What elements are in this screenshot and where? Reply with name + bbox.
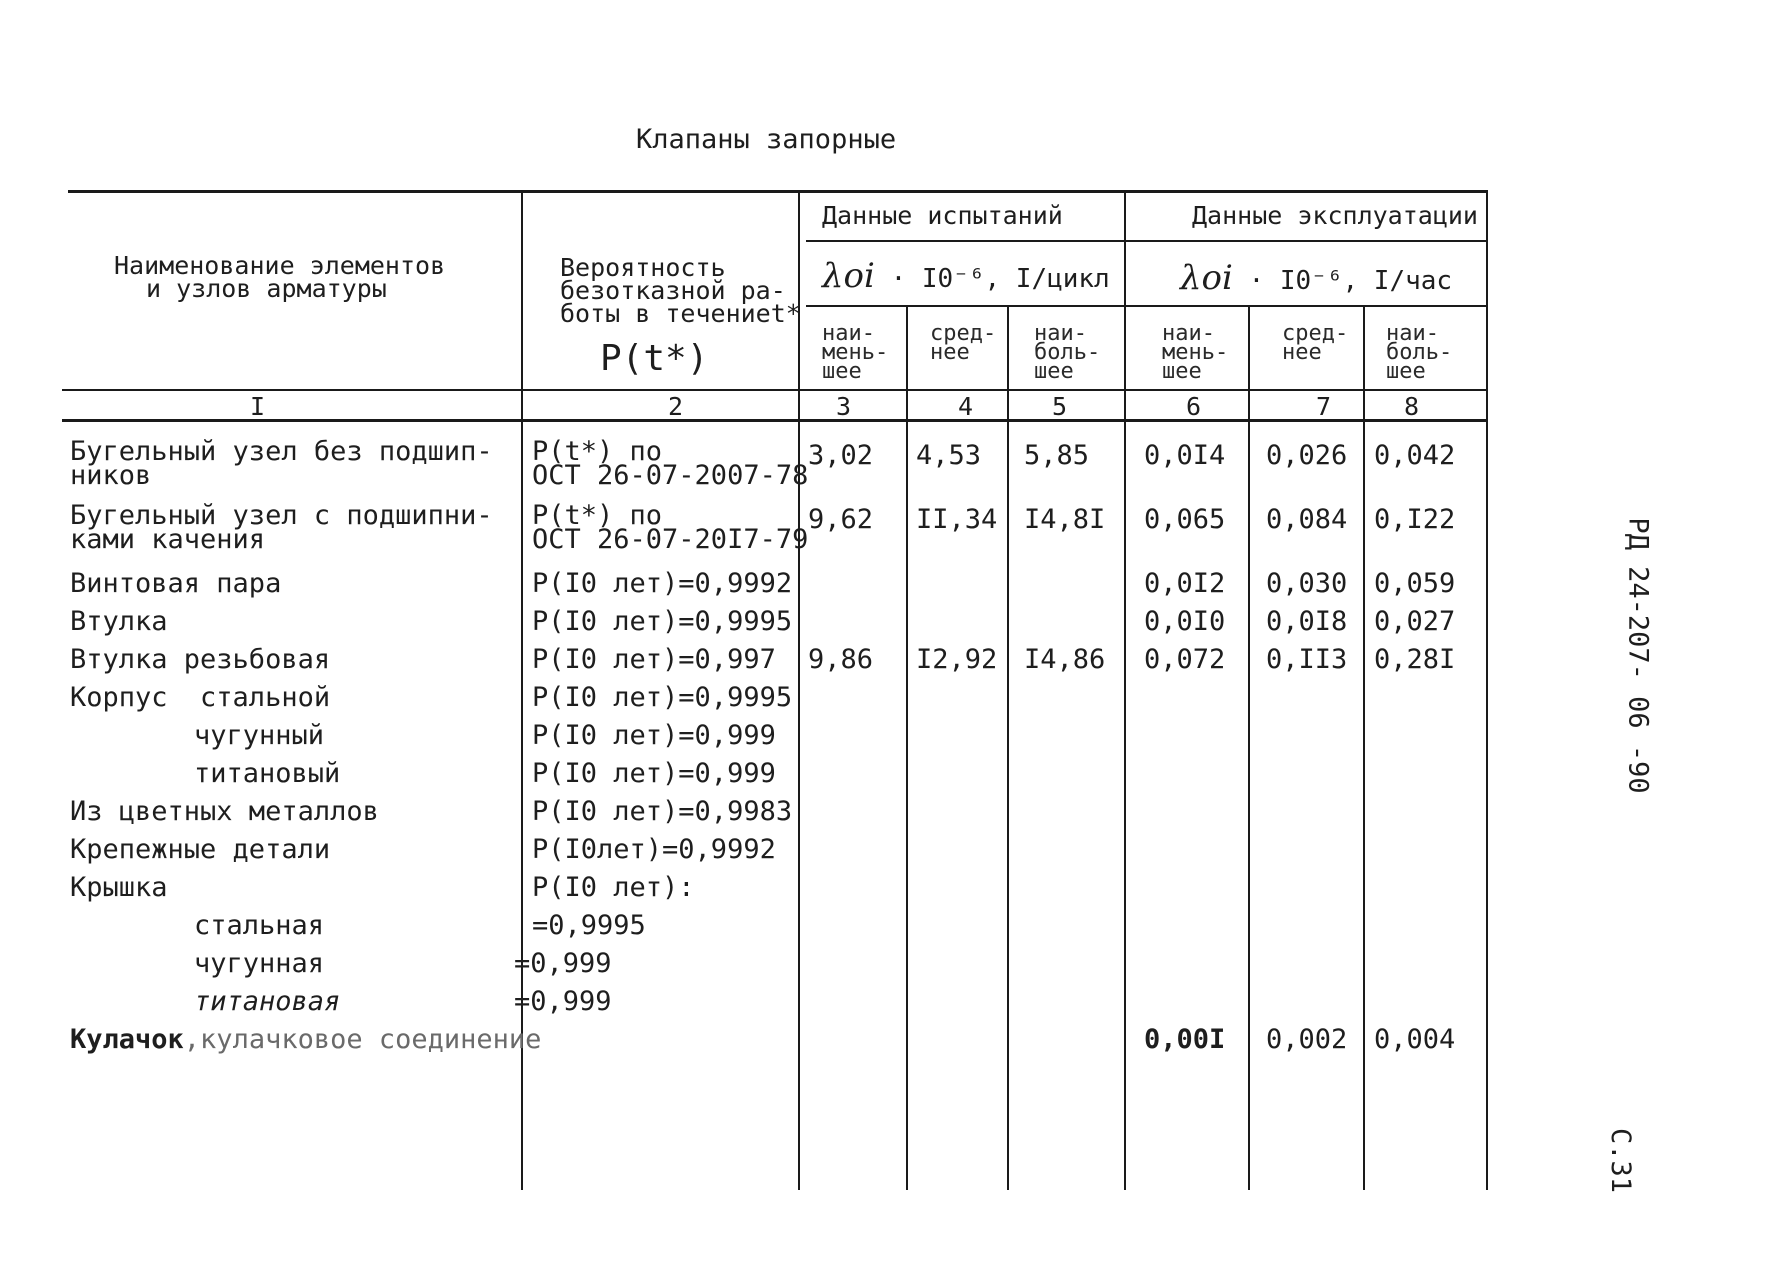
operation-max-value: 0,059 — [1374, 568, 1456, 599]
table-row-probability: =0,9995 — [532, 910, 646, 941]
operation-avg-value: 0,030 — [1266, 568, 1348, 599]
table-row-probability: =0,999 — [514, 948, 612, 979]
table-row-name: Втулка резьбовая — [70, 644, 331, 675]
column-number: 3 — [836, 392, 852, 421]
table-row-name — [70, 500, 493, 555]
header-element-name-line: и узлов арматуры — [146, 274, 387, 303]
table-row-name: Винтовая пара — [70, 568, 282, 599]
header-operation-rate — [1180, 258, 1452, 298]
subheader-test-min — [822, 321, 889, 384]
subheader-line: наи- — [1162, 321, 1215, 346]
header-probability — [560, 253, 801, 328]
subheader-line: сред- — [1282, 321, 1349, 346]
test-max-value: 5,85 — [1024, 440, 1090, 471]
column-divider-3 — [906, 305, 908, 1190]
subheader-line: сред- — [930, 321, 997, 346]
test-min-value: 9,62 — [808, 504, 874, 535]
header-probability-line: боты в течениеt* — [560, 299, 801, 328]
row-probability-line: ОСТ 26-07-2007-78 — [532, 460, 809, 491]
test-avg-value: 4,53 — [916, 440, 982, 471]
table-row-name: Из цветных металлов — [70, 796, 379, 827]
row-probability-line: P(t*) по — [532, 500, 663, 531]
test-rate-unit: · I0⁻⁶, I/цикл — [890, 264, 1110, 294]
column-number: 4 — [958, 392, 974, 421]
subheader-line: мень- — [1162, 340, 1229, 365]
subheader-test-max — [1034, 321, 1101, 384]
table-row-name: титановая — [194, 986, 341, 1017]
column-number: I — [250, 392, 266, 421]
table-row-probability: P(I0лет)=0,9992 — [532, 834, 776, 865]
header-element-name — [114, 251, 446, 303]
subheader-line: наи- — [1386, 321, 1439, 346]
test-avg-value: I2,92 — [916, 644, 998, 675]
column-divider-2 — [798, 190, 800, 1190]
column-number: 7 — [1316, 392, 1332, 421]
table-row-name: титановый — [194, 758, 341, 789]
operation-max-value: 0,28I — [1374, 644, 1456, 675]
operation-min-value: 0,00I — [1144, 1024, 1226, 1055]
lambda-symbol: λoi — [822, 256, 875, 296]
subheader-line: нее — [930, 340, 970, 365]
subheader-line: шее — [1386, 359, 1426, 384]
operation-min-value: 0,0I2 — [1144, 568, 1226, 599]
table-row-probability: P(I0 лет)=0,997 — [532, 644, 776, 675]
operation-avg-value: 0,084 — [1266, 504, 1348, 535]
operation-avg-value: 0,0I8 — [1266, 606, 1348, 637]
header-element-name-line: Наименование элементов — [114, 251, 446, 280]
subheader-operation-avg — [1282, 321, 1349, 365]
test-min-value: 3,02 — [808, 440, 874, 471]
row-name-part: ,кулачковое соединение — [183, 1024, 542, 1055]
subheader-line: мень- — [822, 340, 889, 365]
subheader-line: наи- — [822, 321, 875, 346]
table-row-name — [70, 1024, 541, 1055]
table-row-name: Крышка — [70, 872, 168, 903]
operation-max-value: 0,027 — [1374, 606, 1456, 637]
table-row-probability: P(I0 лет)=0,9983 — [532, 796, 793, 827]
table-row-name: стальная — [194, 910, 325, 941]
column-number: 2 — [668, 392, 684, 421]
table-row-probability: P(I0 лет)=0,999 — [532, 758, 776, 789]
operation-avg-value: 0,026 — [1266, 440, 1348, 471]
test-min-value: 9,86 — [808, 644, 874, 675]
page-title: Клапаны запорные — [636, 124, 897, 155]
column-number: 5 — [1052, 392, 1068, 421]
operation-min-value: 0,0I4 — [1144, 440, 1226, 471]
row-name-line: ками качения — [70, 524, 266, 555]
table-row-probability: P(I0 лет): — [532, 872, 695, 903]
row-name-line: ников — [70, 460, 152, 491]
header-probability-line: Вероятность — [560, 253, 726, 282]
table-row-name: Крепежные детали — [70, 834, 331, 865]
table-row-name — [70, 436, 493, 491]
table-row-name: чугунный — [194, 720, 325, 751]
row-name-part: Кулачок — [70, 1024, 184, 1055]
subheader-line: боль- — [1034, 340, 1101, 365]
document-code: РД 24-207- 06 -90 — [1622, 517, 1654, 794]
lambda-symbol: λoi — [1180, 258, 1233, 298]
operation-min-value: 0,065 — [1144, 504, 1226, 535]
subheader-line: шее — [822, 359, 862, 384]
table-row-name: Корпус стальной — [70, 682, 331, 713]
header-operation-data: Данные эксплуатации — [1192, 201, 1478, 230]
operation-avg-value: 0,002 — [1266, 1024, 1348, 1055]
operation-max-value: 0,004 — [1374, 1024, 1456, 1055]
column-divider-4 — [1007, 305, 1009, 1190]
column-number: 6 — [1186, 392, 1202, 421]
table-row-probability — [532, 500, 809, 555]
column-numbers-rule — [62, 419, 1488, 422]
table-row-probability: P(I0 лет)=0,999 — [532, 720, 776, 751]
test-max-value: I4,8I — [1024, 504, 1106, 535]
test-max-value: I4,86 — [1024, 644, 1106, 675]
table-row-name: чугунная — [194, 948, 325, 979]
subheader-test-avg — [930, 321, 997, 365]
subheader-line: боль- — [1386, 340, 1453, 365]
header-probability-line: безотказной ра- — [560, 276, 786, 305]
subheader-operation-min — [1162, 321, 1229, 384]
operation-avg-value: 0,II3 — [1266, 644, 1348, 675]
row-name-line: Бугельный узел без подшип- — [70, 436, 493, 467]
operation-max-value: 0,I22 — [1374, 504, 1456, 535]
header-test-data: Данные испытаний — [822, 201, 1063, 230]
subheader-line: шее — [1162, 359, 1202, 384]
table-row-probability: P(I0 лет)=0,9992 — [532, 568, 793, 599]
table-right-border — [1486, 190, 1488, 1190]
subheader-operation-max — [1386, 321, 1453, 384]
table-row-probability: =0,999 — [514, 986, 612, 1017]
table-row-probability: P(I0 лет)=0,9995 — [532, 682, 793, 713]
header-bottom-rule — [62, 389, 1488, 391]
header-test-rate — [822, 256, 1110, 296]
table-row-probability: P(I0 лет)=0,9995 — [532, 606, 793, 637]
header-probability-formula: P(t*) — [600, 338, 709, 379]
subheader-line: нее — [1282, 340, 1322, 365]
row-probability-line: P(t*) по — [532, 436, 663, 467]
subheader-line: шее — [1034, 359, 1074, 384]
rate-rule — [806, 305, 1488, 307]
table-row-probability — [532, 436, 809, 491]
column-divider-7 — [1363, 305, 1365, 1190]
operation-min-value: 0,0I0 — [1144, 606, 1226, 637]
column-divider-5 — [1124, 190, 1126, 1190]
column-number: 8 — [1404, 392, 1420, 421]
test-avg-value: II,34 — [916, 504, 998, 535]
table-row-name: Втулка — [70, 606, 168, 637]
subheader-line: наи- — [1034, 321, 1087, 346]
operation-rate-unit: · I0⁻⁶, I/час — [1248, 266, 1453, 296]
row-probability-line: ОСТ 26-07-20I7-79 — [532, 524, 809, 555]
column-divider-6 — [1248, 305, 1250, 1190]
operation-max-value: 0,042 — [1374, 440, 1456, 471]
test-group-rule — [806, 240, 1488, 242]
row-name-line: Бугельный узел с подшипни- — [70, 500, 493, 531]
table-top-rule — [68, 190, 1488, 193]
page-number: С.31 — [1605, 1127, 1637, 1194]
operation-min-value: 0,072 — [1144, 644, 1226, 675]
